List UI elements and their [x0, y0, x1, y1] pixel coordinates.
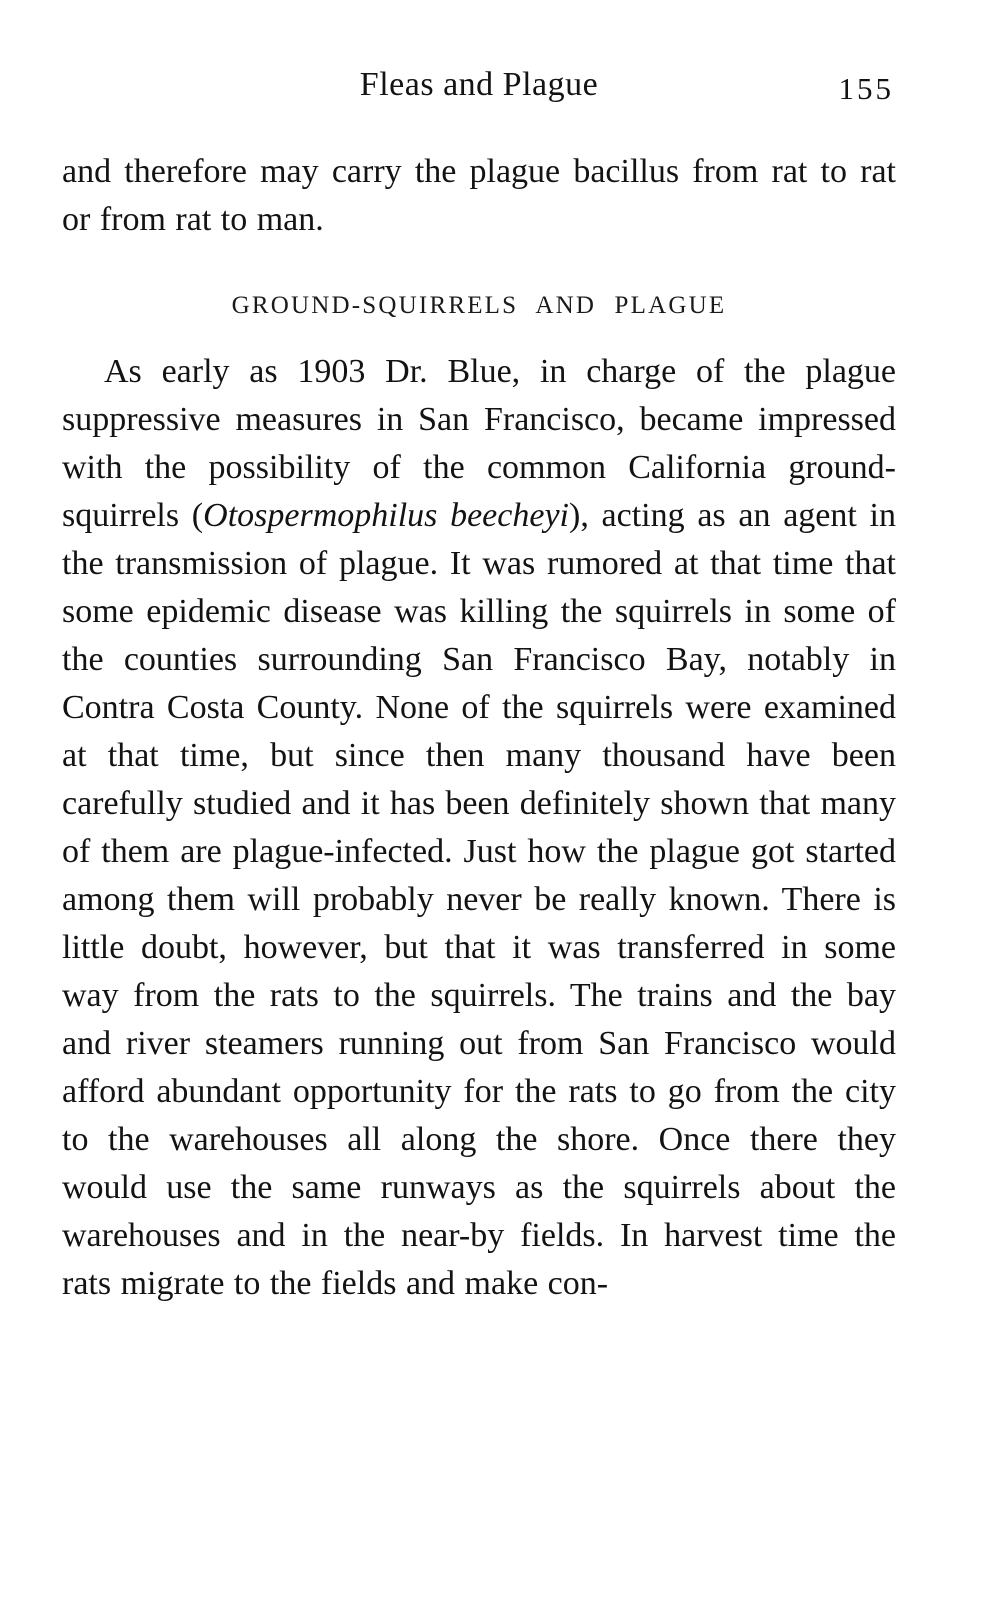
page-header: [62, 62, 896, 108]
page-number: 155: [838, 71, 894, 106]
running-title: Fleas and Plague: [359, 66, 599, 103]
paragraph-main-text-after-italic: ), acting as an agent in the transmission of plague. It was rumored at that time that some epidemic disease was killing the squirrels in some of the counties surrounding San Francisco Bay, notably in Contra Costa County. None of the squirrels were examined at that time, but since then many thousand have been carefully studied and it has been definitely shown that many of them are plague-infected. Just how the plague got started among them will probably never be really known. There is little doubt, however, but that it was transferred in some way from the rats to the squirrels. The trains and the bay and river steamers running out from San Francisco would afford abundant opportunity for the rats to go from the city to the warehouses all along the shore. Once there they would use the same runways as the squirrels about the warehouses and in the near-by fields. In harvest time the rats migrate to the fields and make con-: [62, 497, 896, 1302]
section-heading: GROUND-SQUIRRELS AND PLAGUE: [231, 292, 727, 319]
species-name-italic: Otospermophilus beecheyi: [203, 497, 569, 534]
paragraph-main-text-before-italic: As early as 1903 Dr. Blue, in charge of the plague suppressive measures in San Francisco, became impressed with the possibility of the common California ground-squirrels (: [62, 353, 896, 534]
paragraph-main: [62, 348, 896, 1308]
paragraph-continuation: and therefore may carry the plague bacillus from rat to rat or from rat to man.: [62, 153, 896, 238]
